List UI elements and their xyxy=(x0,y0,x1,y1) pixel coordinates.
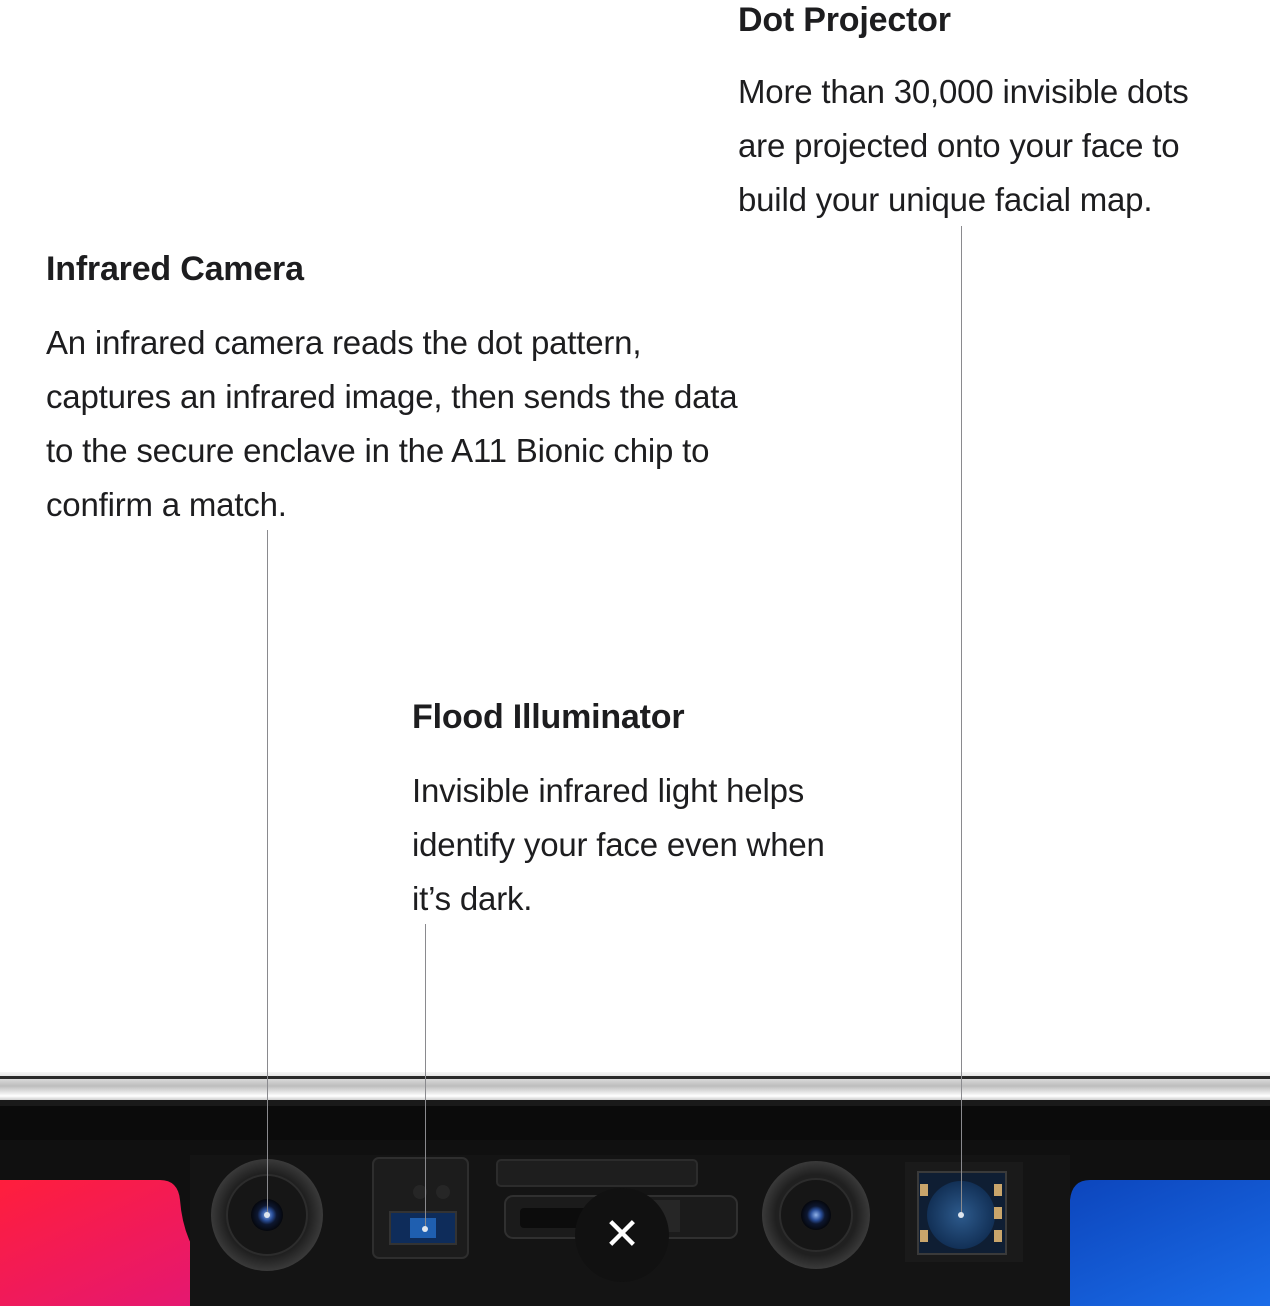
callout-title: Infrared Camera xyxy=(46,250,304,288)
leader-line-dot-projector xyxy=(961,226,962,1216)
leader-end-infrared-camera xyxy=(264,1212,270,1218)
description-line: to the secure enclave in the A11 Bionic chip to xyxy=(46,432,710,469)
leader-end-dot-projector xyxy=(958,1212,964,1218)
close-button[interactable] xyxy=(575,1188,669,1282)
leader-line-infrared-camera xyxy=(267,530,268,1216)
description-line: identify your face even when xyxy=(412,826,825,863)
leader-end-flood-illuminator xyxy=(422,1226,428,1232)
close-icon: ✕ xyxy=(603,1209,641,1260)
description-line: build your unique facial map. xyxy=(738,181,1153,218)
callout-title: Dot Projector xyxy=(738,1,951,39)
dot-projector-icon xyxy=(905,1162,1023,1262)
description-line: More than 30,000 invisible dots xyxy=(738,73,1189,110)
callout-title: Flood Illuminator xyxy=(412,698,685,736)
description-line: confirm a match. xyxy=(46,486,287,523)
front-camera-icon xyxy=(762,1161,870,1269)
description-line: Invisible infrared light helps xyxy=(412,772,805,809)
leader-line-flood-illuminator xyxy=(425,924,426,1229)
description-line: it’s dark. xyxy=(412,880,533,917)
description-line: captures an infrared image, then sends the data xyxy=(46,378,738,415)
description-line: are projected onto your face to xyxy=(738,127,1180,164)
flood-illuminator-icon xyxy=(373,1158,468,1258)
description-line: An infrared camera reads the dot pattern, xyxy=(46,324,642,361)
